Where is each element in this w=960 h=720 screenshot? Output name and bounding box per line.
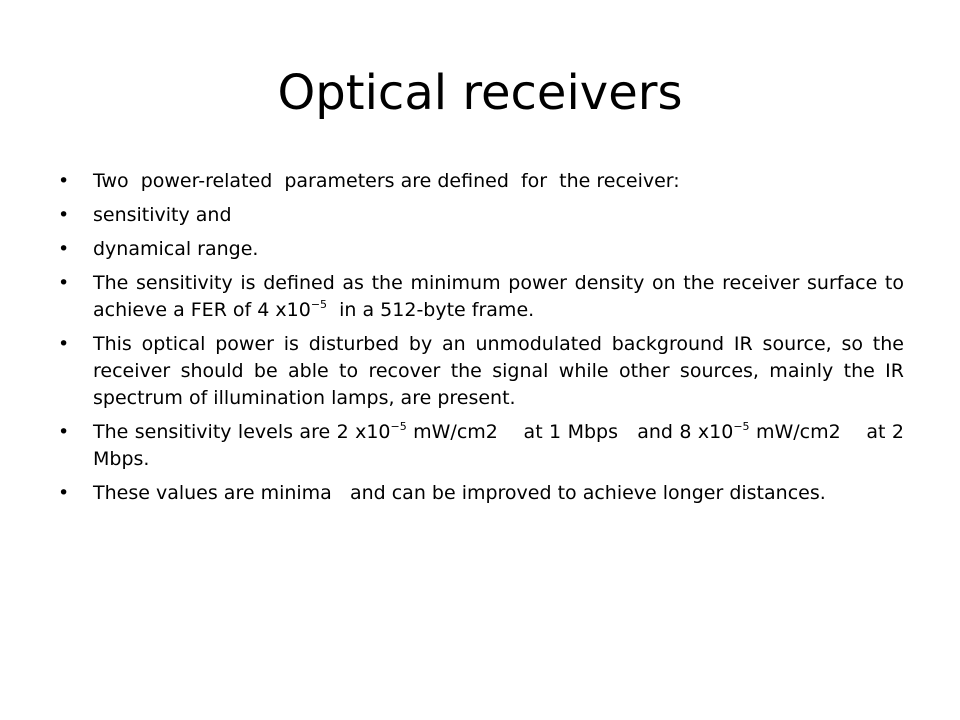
bullet-item <box>58 419 911 473</box>
bullet-text <box>93 238 258 260</box>
bullet-dot-icon: • <box>58 333 70 355</box>
bullet-item <box>58 480 904 507</box>
bullet-text-segment: These values are minima and can be improved to achieve longer distances. <box>93 482 826 504</box>
superscript-exponent: −5 <box>733 419 750 433</box>
bullet-text <box>93 170 680 192</box>
slide-title: Optical receivers <box>277 65 683 121</box>
bullet-text-segment: in a 512-byte frame. <box>327 299 535 321</box>
bullet-text-segment: sensitivity and <box>93 204 232 226</box>
bullet-dot-icon: • <box>58 238 70 260</box>
bullet-item <box>58 270 911 324</box>
bullet-text <box>93 482 826 504</box>
bullet-text-segment: mW/cm2 at 1 Mbps and 8 x10 <box>406 421 734 443</box>
bullet-text-segment: This optical power is disturbed by an unmodulated background IR source, so the receiver should be able to recover the signal while other sources, mainly the IR spectrum of illumination lamps, are present. <box>93 333 911 409</box>
bullet-dot-icon: • <box>58 204 70 226</box>
superscript-exponent: −5 <box>390 419 407 433</box>
bullet-text-segment: The sensitivity levels are 2 x10 <box>93 421 391 443</box>
bullet-item <box>58 168 904 195</box>
bullet-text-segment: Two power-related parameters are defined for the receiver: <box>93 170 680 192</box>
bullet-text <box>93 333 910 409</box>
bullet-text-segment: dynamical range. <box>93 238 259 260</box>
bullet-dot-icon: • <box>58 421 70 443</box>
bullet-dot-icon: • <box>58 482 70 504</box>
bullet-item <box>58 202 904 229</box>
bullet-text-segment: mW/cm2 at 2 Mbps. <box>93 421 911 470</box>
bullet-item <box>58 236 904 263</box>
bullet-dot-icon: • <box>58 272 70 294</box>
bullet-text-segment: The sensitivity is defined as the minimum power density on the receiver surface to achieve a FER of 4 x10 <box>93 272 911 321</box>
bullet-text <box>93 421 910 470</box>
bullet-text <box>93 204 232 226</box>
superscript-exponent: −5 <box>310 297 328 311</box>
bullet-dot-icon: • <box>58 170 70 192</box>
bullet-item <box>58 331 911 412</box>
bullet-list <box>58 168 911 514</box>
bullet-text <box>93 272 910 321</box>
